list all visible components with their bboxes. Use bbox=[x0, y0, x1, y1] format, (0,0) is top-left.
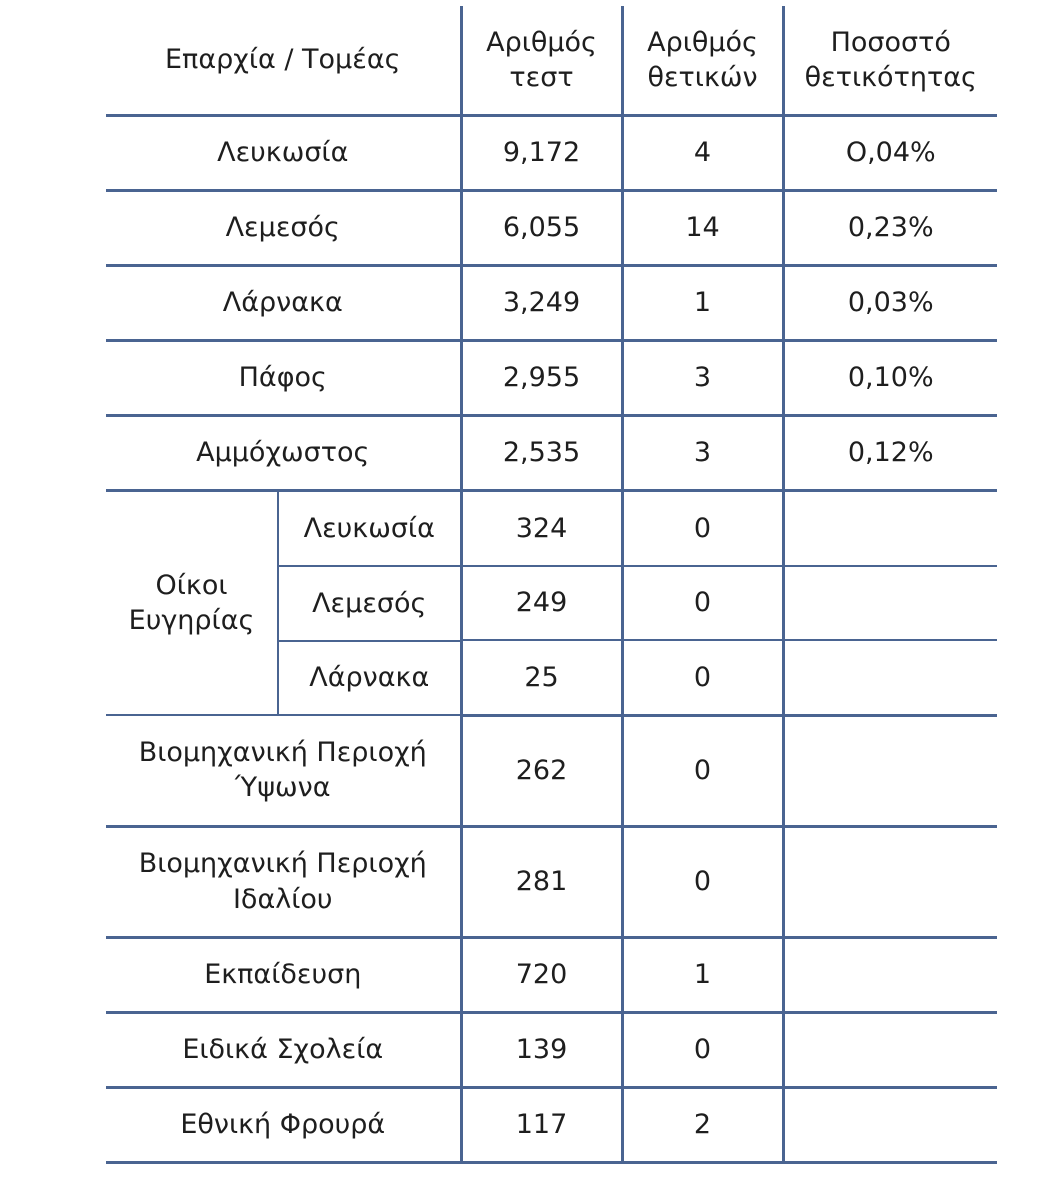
row-positives: 0 bbox=[622, 566, 783, 640]
header-positives bbox=[622, 6, 783, 116]
row-positives: 3 bbox=[622, 416, 783, 491]
row-region: Λευκωσία bbox=[106, 116, 461, 191]
table-row bbox=[106, 116, 997, 191]
group-label-line-1: Οίκοι bbox=[155, 569, 228, 601]
row-region: Λάρνακα bbox=[106, 266, 461, 341]
row-region-line-2: Ύψωνα bbox=[234, 772, 331, 804]
row-rate bbox=[783, 1012, 997, 1087]
group-sub-region: Λάρνακα bbox=[278, 641, 460, 714]
row-tests: 262 bbox=[461, 715, 622, 826]
row-region: Πάφος bbox=[106, 341, 461, 416]
row-region: Λεμεσός bbox=[106, 191, 461, 266]
row-tests: 3,249 bbox=[461, 266, 622, 341]
row-tests: 2,955 bbox=[461, 341, 622, 416]
row-rate: 0,03% bbox=[783, 266, 997, 341]
row-rate: 0,12% bbox=[783, 416, 997, 491]
row-tests: 139 bbox=[461, 1012, 622, 1087]
row-tests: 9,172 bbox=[461, 116, 622, 191]
row-region-line-1: Βιομηχανική Περιοχή bbox=[138, 848, 427, 880]
row-positives: 0 bbox=[622, 715, 783, 826]
group-cell bbox=[106, 491, 461, 716]
row-rate bbox=[783, 566, 997, 640]
header-row bbox=[106, 6, 997, 116]
row-rate bbox=[783, 640, 997, 715]
row-tests: 324 bbox=[461, 491, 622, 566]
row-positives: 14 bbox=[622, 191, 783, 266]
row-region: Εκπαίδευση bbox=[106, 937, 461, 1012]
row-positives: 1 bbox=[622, 266, 783, 341]
row-region-line-2: Ιδαλίου bbox=[232, 883, 333, 915]
header-rate-line-1: Ποσοστό bbox=[830, 26, 951, 58]
header-rate-line-2: θετικότητας bbox=[804, 62, 977, 93]
group-label-line-2: Ευγηρίας bbox=[128, 605, 255, 636]
row-positives: 0 bbox=[622, 1012, 783, 1087]
group-sub-region: Λευκωσία bbox=[278, 492, 460, 566]
header-tests bbox=[461, 6, 622, 116]
table-row bbox=[106, 491, 997, 566]
row-positives: 2 bbox=[622, 1087, 783, 1162]
group-row bbox=[106, 492, 460, 566]
testing-results-table bbox=[106, 6, 997, 1164]
header-positives-line-2: θετικών bbox=[647, 62, 758, 93]
table-row bbox=[106, 1087, 997, 1162]
header-region: Επαρχία / Τομέας bbox=[106, 6, 461, 116]
group-subtable bbox=[106, 492, 460, 714]
table-row bbox=[106, 826, 997, 937]
row-tests: 6,055 bbox=[461, 191, 622, 266]
row-tests: 281 bbox=[461, 826, 622, 937]
row-region bbox=[106, 826, 461, 937]
row-positives: 1 bbox=[622, 937, 783, 1012]
row-positives: 0 bbox=[622, 640, 783, 715]
row-positives: 4 bbox=[622, 116, 783, 191]
table-header bbox=[106, 6, 997, 116]
header-rate bbox=[783, 6, 997, 116]
row-tests: 2,535 bbox=[461, 416, 622, 491]
table-row bbox=[106, 937, 997, 1012]
row-region: Ειδικά Σχολεία bbox=[106, 1012, 461, 1087]
header-tests-line-1: Αριθμός bbox=[486, 26, 597, 58]
row-region bbox=[106, 715, 461, 826]
row-positives: 0 bbox=[622, 826, 783, 937]
table-row bbox=[106, 191, 997, 266]
table-row bbox=[106, 266, 997, 341]
row-rate bbox=[783, 826, 997, 937]
row-rate bbox=[783, 715, 997, 826]
row-tests: 25 bbox=[461, 640, 622, 715]
table-row bbox=[106, 715, 997, 826]
group-sub-region: Λεμεσός bbox=[278, 566, 460, 641]
row-region: Εθνική Φρουρά bbox=[106, 1087, 461, 1162]
row-region: Αμμόχωστος bbox=[106, 416, 461, 491]
row-rate bbox=[783, 1087, 997, 1162]
row-rate bbox=[783, 937, 997, 1012]
row-positives: 3 bbox=[622, 341, 783, 416]
table-row bbox=[106, 1012, 997, 1087]
row-rate: Ο,04% bbox=[783, 116, 997, 191]
table-row bbox=[106, 416, 997, 491]
row-region-line-1: Βιομηχανική Περιοχή bbox=[138, 737, 427, 769]
row-tests: 249 bbox=[461, 566, 622, 640]
row-positives: 0 bbox=[622, 491, 783, 566]
row-tests: 720 bbox=[461, 937, 622, 1012]
row-rate: 0,10% bbox=[783, 341, 997, 416]
table-row bbox=[106, 341, 997, 416]
row-rate: 0,23% bbox=[783, 191, 997, 266]
row-rate bbox=[783, 491, 997, 566]
group-label bbox=[106, 492, 278, 714]
table-body bbox=[106, 116, 997, 1163]
header-positives-line-1: Αριθμός bbox=[647, 26, 758, 58]
header-tests-line-2: τεστ bbox=[509, 62, 574, 93]
row-tests: 117 bbox=[461, 1087, 622, 1162]
